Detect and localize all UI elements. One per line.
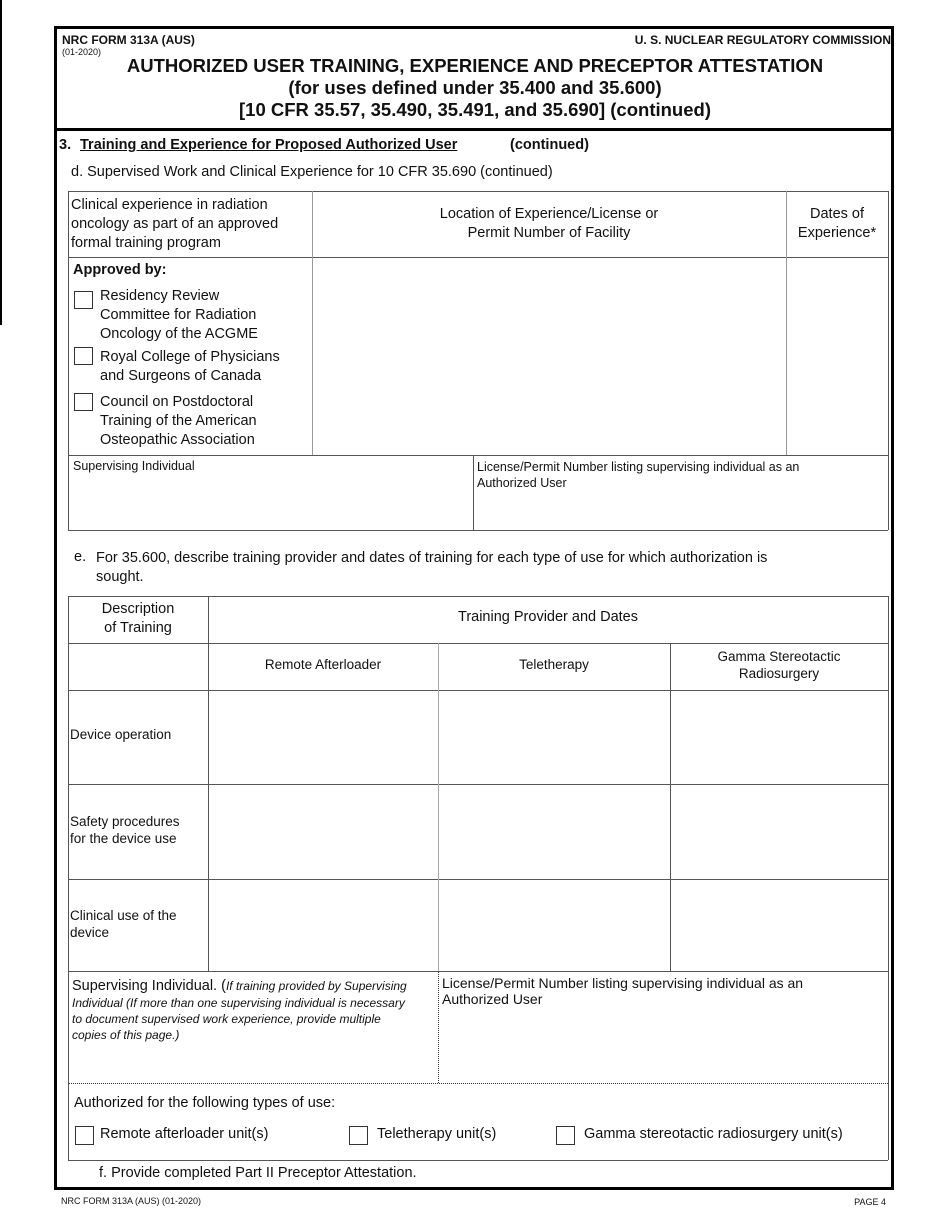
row-safety-procedures: Safety procedures for the device use <box>70 814 180 846</box>
agency-name: U. S. NUCLEAR REGULATORY COMMISSION <box>634 33 891 47</box>
supervising-individual-label: Supervising Individual <box>73 459 195 473</box>
form-title-line1: AUTHORIZED USER TRAINING, EXPERIENCE AND PRECEPTOR ATTESTATION <box>126 55 824 76</box>
device-operation-gamma-input[interactable] <box>671 691 888 784</box>
clinical-remote-input[interactable] <box>209 880 438 971</box>
footer-page-number: PAGE 4 <box>854 1197 886 1207</box>
training-supervising-label: Supervising Individual. (If training provided by Supervising Individual (If more than one supervising individual is necessary to document supervised work experience, provide multiple copies of this page.) <box>72 978 407 1042</box>
table-d-body-rule <box>68 455 888 456</box>
training-table-sup-rule <box>68 1083 888 1084</box>
subsection-e-label: e. <box>74 549 87 565</box>
teletherapy-checkbox[interactable] <box>349 1126 368 1145</box>
license-number-label: License/Permit Number listing supervising individual as an Authorized User <box>477 460 800 490</box>
dates-header: Dates of Experience* <box>797 206 877 241</box>
table-d-top <box>68 191 888 192</box>
council-label: Council on Postdoctoral Training of the American Osteopathic Association <box>100 394 257 448</box>
remote-afterloader-label: Remote afterloader unit(s) <box>100 1126 269 1142</box>
remote-afterloader-checkbox[interactable] <box>75 1126 94 1145</box>
table-d-right <box>888 191 889 530</box>
supervising-individual-input[interactable] <box>69 476 473 530</box>
royal-college-checkbox[interactable] <box>74 347 93 365</box>
row-clinical-use: Clinical use of the device <box>70 908 177 940</box>
gamma-stereotactic-header: Gamma Stereotactic Radiosurgery <box>717 649 841 681</box>
royal-college-label: Royal College of Physicians and Surgeons of Canada <box>100 349 280 384</box>
training-table-bottom <box>68 1160 888 1161</box>
table-d-bottom <box>68 530 888 531</box>
row-device-operation: Device operation <box>70 727 172 742</box>
clinical-experience-header: Clinical experience in radiation oncology as part of an approved formal training program <box>71 197 279 251</box>
subsection-d-heading: d. Supervised Work and Clinical Experience for 10 CFR 35.690 (continued) <box>71 164 553 180</box>
section-title: Training and Experience for Proposed Authorized User <box>80 137 458 153</box>
training-provider-header: Training Provider and Dates <box>458 609 638 625</box>
left-margin-mark <box>0 0 2 325</box>
safety-gamma-input[interactable] <box>671 785 888 879</box>
description-header: Description of Training <box>101 601 175 636</box>
training-license-input[interactable] <box>439 1010 888 1083</box>
training-license-label: License/Permit Number listing supervising individual as an Authorized User <box>442 975 804 1007</box>
safety-tele-input[interactable] <box>439 785 670 879</box>
gamma-stereotactic-label: Gamma stereotactic radiosurgery unit(s) <box>584 1126 843 1142</box>
form-title-line3: [10 CFR 35.57, 35.490, 35.491, and 35.690] (continued) <box>239 99 711 120</box>
safety-remote-input[interactable] <box>209 785 438 879</box>
approved-by-label: Approved by: <box>73 262 167 278</box>
teletherapy-header: Teletherapy <box>519 657 589 672</box>
teletherapy-label: Teletherapy unit(s) <box>377 1126 497 1142</box>
header-divider <box>54 128 894 131</box>
remote-afterloader-header: Remote Afterloader <box>264 657 382 672</box>
training-table-left <box>68 596 69 1160</box>
footer-form-ref: NRC FORM 313A (AUS) (01-2020) <box>61 1196 202 1206</box>
council-checkbox[interactable] <box>74 393 93 411</box>
subsection-e-text: For 35.600, describe training provider and dates of training for each type of use for which authorization is sought. <box>96 550 768 585</box>
device-operation-remote-input[interactable] <box>209 691 438 784</box>
form-revision: (01-2020) <box>62 47 102 57</box>
training-table-right <box>888 596 889 1160</box>
clinical-tele-input[interactable] <box>439 880 670 971</box>
device-operation-tele-input[interactable] <box>439 691 670 784</box>
section-continued: (continued) <box>510 137 589 153</box>
section-number: 3. <box>59 137 72 153</box>
training-table-top <box>68 596 888 597</box>
acgme-label: Residency Review Committee for Radiation Oncology of the ACGME <box>100 288 258 342</box>
gamma-stereotactic-checkbox[interactable] <box>556 1126 575 1145</box>
form-number: NRC FORM 313A (AUS) <box>62 33 195 47</box>
training-table-header-rule <box>68 643 888 644</box>
subsection-f-text: f. Provide completed Part II Preceptor Attestation. <box>99 1165 417 1181</box>
clinical-gamma-input[interactable] <box>671 880 888 971</box>
training-table-row3-rule <box>68 971 888 972</box>
authorized-for-label: Authorized for the following types of use: <box>74 1095 336 1111</box>
acgme-checkbox[interactable] <box>74 291 93 309</box>
license-number-input[interactable] <box>474 493 888 530</box>
location-input[interactable] <box>313 258 786 455</box>
form-title-line2: (for uses defined under 35.400 and 35.600) <box>288 77 662 98</box>
location-header: Location of Experience/License or Permit Number of Facility <box>439 206 659 241</box>
dates-input[interactable] <box>787 258 888 455</box>
